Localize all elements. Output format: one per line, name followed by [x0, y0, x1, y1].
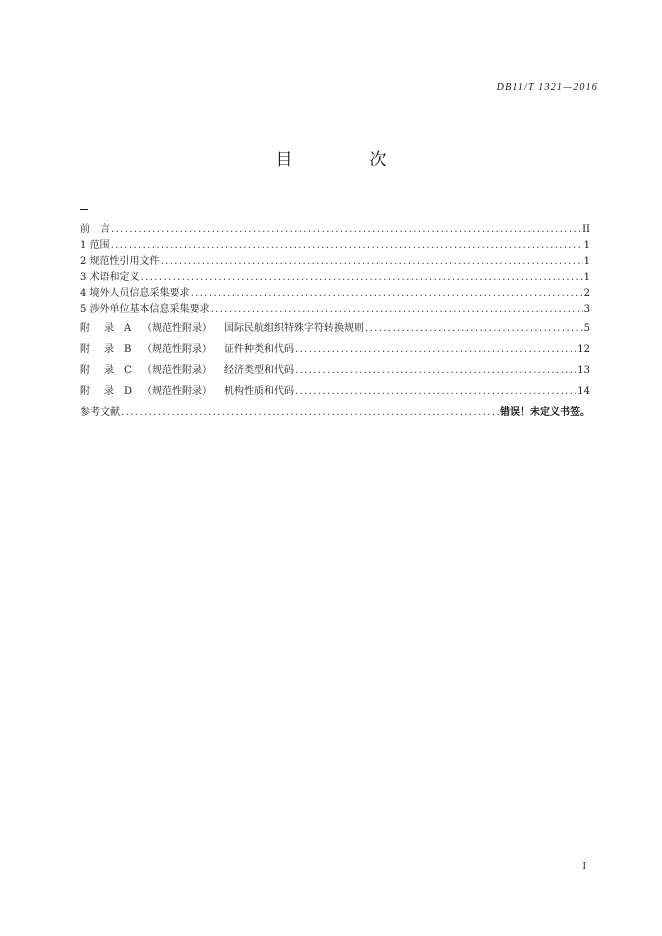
toc-entry-label: 4 境外人员信息采集要求 — [80, 288, 190, 299]
toc-entry-label: 附 录 D （规范性附录） 机构性质和代码 — [80, 386, 294, 397]
toc-entry-label: 前 言 — [80, 224, 110, 235]
dot-leader — [295, 360, 576, 381]
table-of-contents — [80, 222, 590, 423]
toc-entry-label: 附 录 B （规范性附录） 证件种类和代码 — [80, 344, 294, 355]
toc-entry-page: 5 — [583, 323, 590, 334]
toc-entry-annex-c[interactable] — [80, 360, 590, 381]
dot-leader — [161, 254, 583, 270]
toc-entry-page: 1 — [583, 256, 590, 267]
toc-entry-label: 3 术语和定义 — [80, 272, 140, 283]
toc-entry-bibliography[interactable] — [80, 402, 590, 423]
dot-leader — [121, 402, 499, 423]
toc-entry-label: 2 规范性引用文件 — [80, 256, 160, 267]
toc-entry-preface[interactable] — [80, 222, 590, 238]
page-number: I — [582, 862, 586, 872]
page-title: 目 次 — [275, 150, 417, 170]
dot-leader — [295, 381, 576, 402]
toc-entry-section-2[interactable] — [80, 254, 590, 270]
toc-entry-annex-a[interactable] — [80, 318, 590, 339]
toc-entry-label: 5 涉外单位基本信息采集要求 — [80, 304, 210, 315]
toc-entry-section-1[interactable] — [80, 238, 590, 254]
toc-entry-section-3[interactable] — [80, 270, 590, 286]
toc-entry-page: 13 — [577, 365, 590, 376]
dot-leader — [365, 318, 583, 339]
toc-entry-page: II — [582, 224, 590, 235]
dot-leader — [111, 222, 581, 238]
toc-entry-section-4[interactable] — [80, 286, 590, 302]
toc-entry-annex-b[interactable] — [80, 339, 590, 360]
toc-entry-label: 附 录 C （规范性附录） 经济类型和代码 — [80, 365, 294, 376]
toc-entry-annex-d[interactable] — [80, 381, 590, 402]
toc-entry-label: 附 录 A （规范性附录） 国际民航组织特殊字符转换规则 — [80, 323, 364, 334]
toc-entry-page: 3 — [583, 304, 590, 315]
dot-leader — [141, 270, 583, 286]
dot-leader — [191, 286, 583, 302]
toc-entry-section-5[interactable] — [80, 302, 590, 318]
document-code: DB11/T 1321—2016 — [496, 82, 598, 93]
underscore-mark — [80, 209, 88, 210]
dot-leader — [211, 302, 583, 318]
dot-leader — [295, 339, 576, 360]
toc-entry-page: 1 — [583, 240, 590, 251]
toc-entry-page: 2 — [583, 288, 590, 299]
toc-entry-page: 1 — [583, 272, 590, 283]
dot-leader — [111, 238, 583, 254]
toc-entry-label: 参考文献 — [80, 407, 120, 418]
toc-entry-page: 14 — [577, 386, 590, 397]
toc-entry-label: 1 范围 — [80, 240, 110, 251]
toc-entry-page: 错误！未定义书签。 — [500, 407, 590, 418]
toc-entry-page: 12 — [577, 344, 590, 355]
